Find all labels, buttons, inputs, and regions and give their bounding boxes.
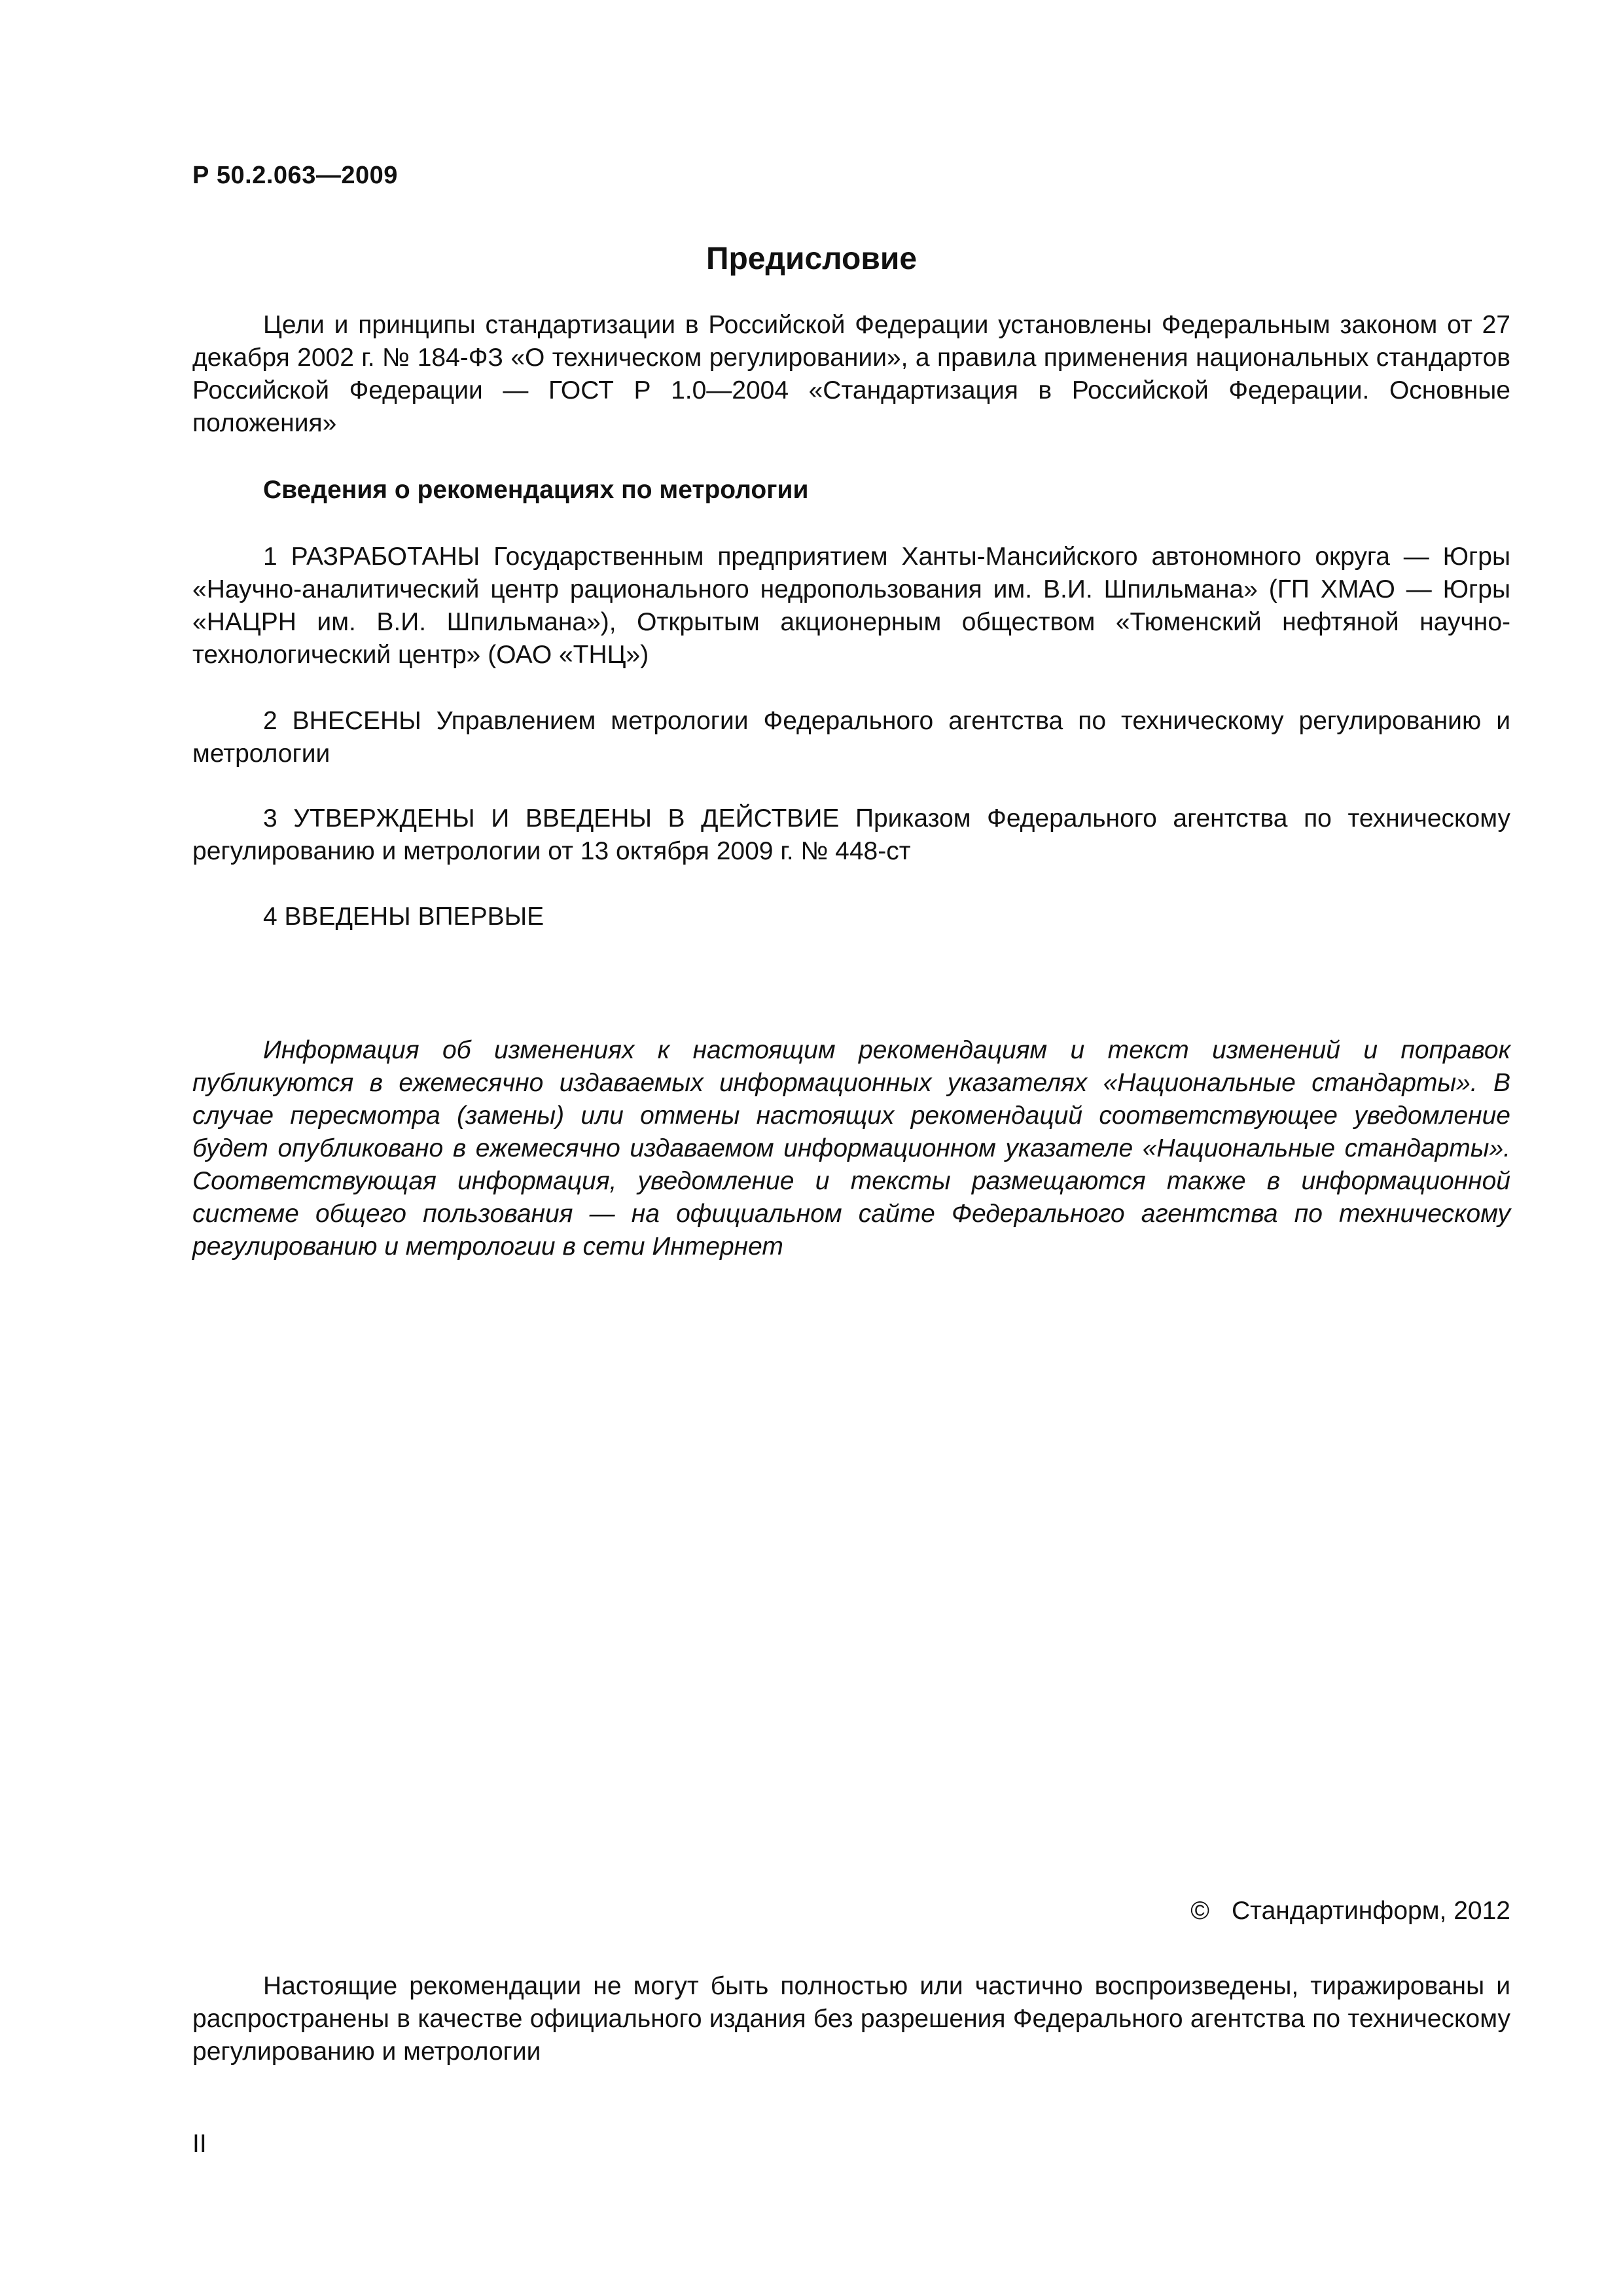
copyright-symbol: © bbox=[1190, 1897, 1209, 1925]
info-heading: Сведения о рекомендациях по метрологии bbox=[263, 476, 809, 504]
copyright-line bbox=[1190, 1897, 1510, 1926]
item-approved: 3 УТВЕРЖДЕНЫ И ВВЕДЕНЫ В ДЕЙСТВИЕ Приказом Федерального агентства по техническому регулированию и метрологии от 13 октября 2009 г. № 448-ст bbox=[192, 804, 1510, 865]
changes-notice: Информация об изменениях к настоящим рекомендациям и текст изменений и поправок публикуются в ежемесячно издаваемых информационных указателях «Национальные стандарты». В случае пересмотра (замены) или отмены настоящих рекомендаций соответствующее уведомление будет опубликовано в ежемесячно издаваемом информационном указателе «Национальные стандарты». Соответствующая информация, уведомление и тексты размещаются также в информационной системе общего пользования — на официальном сайте Федерального агентства по техническому регулированию и метрологии в сети Интернет bbox=[192, 1036, 1510, 1261]
page-title: Предисловие bbox=[705, 242, 918, 276]
copyright-text: Стандартинформ, 2012 bbox=[1232, 1897, 1510, 1925]
intro-paragraph: Цели и принципы стандартизации в Российской Федерации установлены Федеральным законом от 27 декабря 2002 г. № 184-ФЗ «О техническом регулировании», а правила применения национальных стандартов Российской Федерации — ГОСТ Р 1.0—2004 «Стандартизация в Российской Федерации. Основные положения» bbox=[192, 311, 1510, 437]
item-developed: 1 РАЗРАБОТАНЫ Государственным предприятием Ханты-Мансийского автономного округа — Югры «Научно-аналитический центр рационального недропользования им. В.И. Шпильмана» (ГП ХМАО — Югры «НАЦРН им. В.И. Шпильмана»), Открытым акционерным обществом «Тюменский нефтяной научно-технологический центр» (ОАО «ТНЦ») bbox=[192, 543, 1510, 669]
item-introduced: 4 ВВЕДЕНЫ ВПЕРВЫЕ bbox=[263, 903, 544, 931]
document-code: Р 50.2.063—2009 bbox=[192, 162, 398, 189]
reproduction-notice: Настоящие рекомендации не могут быть полностью или частично воспроизведены, тиражированы и распространены в качестве официального издания без разрешения Федерального агентства по техническому регулированию и метрологии bbox=[192, 1972, 1510, 2066]
page-number: II bbox=[192, 2130, 207, 2158]
item-submitted: 2 ВНЕСЕНЫ Управлением метрологии Федерального агентства по техническому регулированию и метрологии bbox=[192, 707, 1510, 768]
